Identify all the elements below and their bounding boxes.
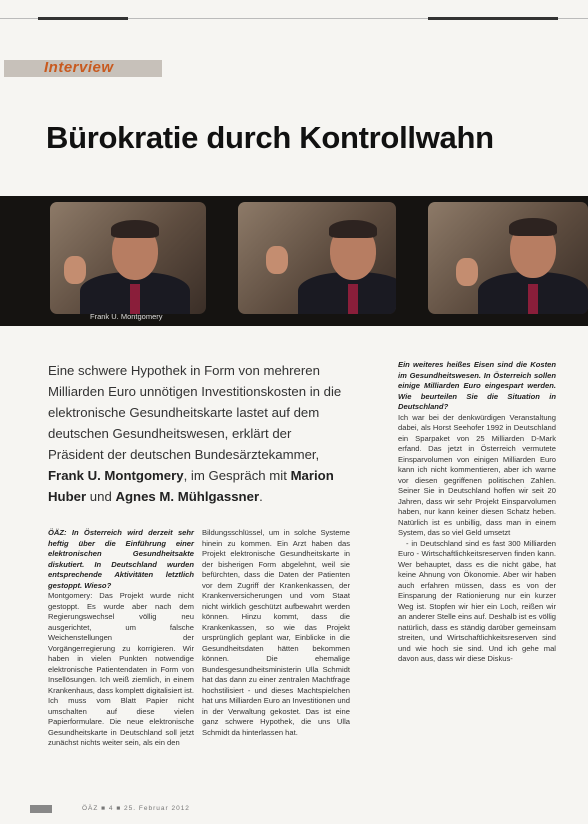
column-2 (202, 528, 350, 738)
portrait-photo-2 (238, 202, 396, 314)
portrait-photo-3 (428, 202, 588, 314)
intro-text: Eine schwere Hypothek in Form von mehreren Milliarden Euro unnötigen Investitionskosten in die elektronische Gesundheitskarte lastet auf dem deutschen Gesundheitswesen, erklärt der Präsident der deutschen Bundesärztekammer, (48, 363, 342, 462)
photo-caption: Frank U. Montgomery (90, 312, 163, 321)
portrait-photo-1 (50, 202, 206, 314)
footer-text: ÖÄZ ■ 4 ■ 25. Februar 2012 (82, 805, 190, 812)
answer-1-continued: Bildungsschlüssel, um in solche Systeme hinein zu kommen. Ein Arzt haben das Projekt elektronische Gesundheitskarte in der bisherigen Form abgelehnt, weil sie befürchten, dass die Daten der Patienten vor dem Zugriff der Krankenkassen, der Krankenversicherungen und vom Staat nicht wirklich geschützt aufbewahrt werden können. Hinzu kommt, dass die Krankenkassen, so wie das Projekt ursprünglich geplant war, Einblicke in die Gesundheitsdaten hätten bekommen können. Die ehemalige Bundesgesundheitsministerin Ulla Schmidt hat das dann zu einer zentralen Machtfrage hochstilisiert - und dieses Machtspielchen hat uns Milliarden Euro an Investitionen und in der Verwaltung gekostet. Das ist eine ganz schwere Hypothek, die uns Ulla Schmidt da hinterlassen hat. (202, 528, 350, 737)
intro-mid: , im Gespräch mit (183, 468, 287, 483)
column-1 (48, 528, 194, 749)
photo-strip (0, 196, 588, 326)
column-3 (398, 360, 556, 665)
answer-2: Ich war bei der denkwürdigen Veranstaltung dabei, als Horst Seehofer 1992 in Deutschland ein Sparpaket von 25 Milliarden D-Mark erfand. Das jetzt in Österreich vermutete Einsparvolumen von einigen Milliarden Euro kann ich nicht kommentieren, aber ich warne vor diesen gegriffenen politischen Zahlen. Seiner Sie in Deutschland hoffen wir seit 20 Jahren, dass wir sehr Projekt Einsparvolumen haben, nur kann keiner diesen Schatz heben. Natürlich ist es unbillig, dass man in einem System, das so viel Geld umsetzt (398, 412, 556, 537)
answer-1: Montgomery: Das Projekt wurde nicht gestoppt. Es wurde aber nach dem Regierungswechsel völlig neu ausgerichtet, um falsche Weichenstellungen der Vorgängerregierung zu korrigieren. Wir haben in vielen Punkten notwendige elektronische Patientendaten in Form von Insellösungen. Ich weiß ziemlich, in einem Krankenhaus, dass komplett digitalisiert ist. Ich muss vom Blatt Papier nicht umschalten auf diese vielen Papierformulare. Die neue elektronische Gesundheitskarte in Deutschland soll jetzt zunächst nichts weiter sein, als ein den (48, 591, 194, 747)
headline: Bürokratie durch Kontrollwahn (46, 120, 494, 155)
section-label: Interview (44, 59, 114, 76)
question-1: ÖÄZ: In Österreich wird derzeit sehr heftig über die Einführung einer elektronischen Gesundheitsakte diskutiert. In Deutschland wurden entsprechende Aktivitäten letztlich gestoppt. Wieso? (48, 528, 194, 590)
intro-paragraph (48, 360, 348, 507)
answer-2-paragraph-2: - in Deutschland sind es fast 300 Milliarden Euro - Wirtschaftlichkeitsreserven finden kann. Wer behauptet, dass es die nicht gäbe, hat keine Ahnung von Ökonomie. Aber wir haben auch erfahren müssen, dass es von der Einsparung der Rationierung nur ein kurzer Weg ist. Stopfen wir hier ein Loch, reißen wir an anderer Stelle eins auf. Deshalb ist es völlig natürlich, dass es ständig darüber gemeinsam streiten, und Wirtschaftlichkeitsreserven sind und wie hoch sie sind. Und ich gehe mal davon aus, dass wir diese Diskus- (398, 538, 556, 663)
intro-name-1: Frank U. Montgomery (48, 468, 184, 483)
top-rule-accent-left (38, 17, 128, 20)
question-2: Ein weiteres heißes Eisen sind die Kosten im Gesundheitswesen. In Österreich sollen einige Milliarden Euro eingespart werden. Wie beurteilen Sie die Situation in Deutschland? (398, 360, 556, 411)
intro-name-3: Agnes M. Mühlgassner (115, 489, 260, 504)
intro-name-2: Marion Huber (48, 468, 334, 504)
intro-und: und (86, 489, 116, 504)
top-rule-accent-right (428, 17, 558, 20)
footer-logo (30, 805, 52, 813)
intro-end: . (259, 489, 263, 504)
